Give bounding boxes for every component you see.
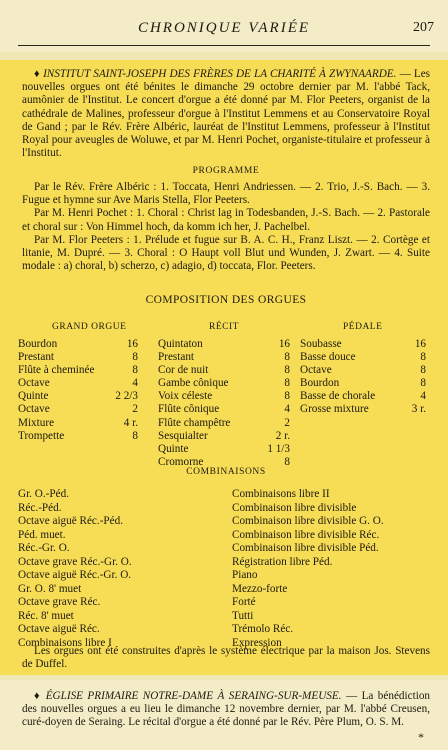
stop-value: 8 bbox=[284, 455, 290, 468]
combinaison-row bbox=[18, 583, 132, 597]
article2-title: ÉGLISE PRIMAIRE NOTRE-DAME À SERAING-SUR-MEUSE. bbox=[45, 690, 342, 702]
combinaison-item: Combinaisons libre II bbox=[232, 488, 330, 500]
combinaison-row bbox=[232, 488, 384, 502]
combinaison-item: Octave grave Réc.-Gr. O. bbox=[18, 555, 132, 568]
stop-value: 2 bbox=[284, 416, 290, 429]
stop-name: Soubasse bbox=[300, 338, 342, 350]
stop-name: Octave bbox=[18, 403, 50, 416]
composition-heading-wrap bbox=[22, 294, 430, 307]
stop-name: Bourdon bbox=[18, 338, 58, 350]
combinaison-item: Combinaison libre divisible Péd. bbox=[232, 542, 379, 554]
stop-row bbox=[158, 390, 300, 403]
stop-value: 8 bbox=[420, 364, 426, 377]
header-rule bbox=[18, 45, 430, 46]
closing-text: Les orgues ont été construites d'après le système électrique par la maison Jos. Stevens de Duffel. bbox=[22, 645, 430, 671]
stop-value: 16 bbox=[278, 338, 290, 350]
stop-row bbox=[18, 403, 148, 416]
recit-table bbox=[158, 338, 300, 469]
stop-row bbox=[300, 351, 436, 364]
combinaison-item: Octave aiguë Réc. bbox=[18, 623, 100, 635]
combinaison-row bbox=[18, 529, 132, 543]
programme-list bbox=[22, 181, 430, 273]
combinaison-row bbox=[18, 488, 132, 502]
stop-row bbox=[18, 338, 148, 351]
programme-heading: PROGRAMME bbox=[192, 166, 260, 176]
combinaison-item: Combinaison libre divisible Réc. bbox=[232, 528, 380, 541]
division-title-pedale: PÉDALE bbox=[343, 322, 383, 332]
stop-value: 16 bbox=[414, 338, 426, 350]
stop-row bbox=[158, 338, 300, 351]
stop-value: 4 r. bbox=[123, 416, 138, 429]
combinaison-row bbox=[232, 623, 384, 637]
stop-value: 1 1/3 bbox=[267, 442, 290, 455]
article2-paragraph bbox=[22, 690, 430, 730]
stop-value: 8 bbox=[132, 351, 138, 364]
combinaisons-left-list bbox=[18, 488, 223, 650]
programme-item: Par M. Henri Pochet : 1. Choral : Christ lag in Todesbanden, J.-S. Bach. — 2. Pastorale et choral sur : Von Himmel hoch, da komm ich her, J. Pachelbel. bbox=[22, 207, 430, 233]
footer-mark: * bbox=[418, 730, 424, 744]
stop-row bbox=[18, 351, 148, 364]
combinaison-item: Octave grave Réc. bbox=[18, 596, 101, 608]
stop-name: Flûte à cheminée bbox=[18, 364, 95, 377]
combinaison-item: Mezzo-forte bbox=[232, 582, 288, 595]
stop-value: 8 bbox=[132, 364, 138, 377]
article2 bbox=[22, 690, 430, 730]
stop-row bbox=[18, 430, 148, 443]
combinaison-item: Gr. O. 8' muet bbox=[18, 582, 82, 595]
combinaisons-right-table bbox=[232, 488, 384, 650]
stop-row bbox=[300, 377, 436, 390]
combinaison-item: Réc.-Gr. O. bbox=[18, 542, 70, 554]
stop-name: Mixture bbox=[18, 416, 55, 429]
combinaison-row bbox=[18, 610, 132, 624]
stop-value: 8 bbox=[132, 429, 138, 442]
stop-row bbox=[158, 417, 300, 430]
stop-name: Quinte bbox=[158, 442, 189, 455]
stop-name: Gambe cônique bbox=[158, 377, 229, 390]
stop-row bbox=[158, 377, 300, 390]
stop-value: 2 r. bbox=[275, 429, 290, 442]
pedale-table bbox=[300, 338, 436, 417]
combinaison-row bbox=[232, 596, 384, 610]
stop-value: 8 bbox=[284, 364, 290, 377]
bullet-icon: ♦ bbox=[34, 68, 40, 80]
stop-value: 2 2/3 bbox=[115, 390, 138, 403]
page-number: 207 bbox=[413, 20, 434, 35]
combinaison-item: Combinaison libre divisible G. O. bbox=[232, 515, 384, 527]
stop-name: Grosse mixture bbox=[300, 403, 369, 416]
combinaison-row bbox=[232, 556, 384, 570]
stop-name: Bourdon bbox=[300, 377, 340, 390]
combinaison-item: Réc.-Péd. bbox=[18, 501, 62, 514]
combinaison-row bbox=[232, 529, 384, 543]
stop-value: 16 bbox=[126, 338, 138, 350]
combinaison-item: Piano bbox=[232, 569, 258, 581]
stop-row bbox=[18, 417, 148, 430]
combinaisons-heading: COMBINAISONS bbox=[186, 467, 266, 477]
stop-name: Quintaton bbox=[158, 338, 203, 350]
stop-name: Octave bbox=[300, 364, 332, 377]
stop-value: 8 bbox=[420, 377, 426, 390]
stop-name: Basse de chorale bbox=[300, 390, 376, 403]
stop-row bbox=[300, 390, 436, 403]
bullet-icon: ♦ bbox=[34, 690, 42, 702]
stop-name: Sesquialter bbox=[158, 429, 208, 442]
stop-name: Prestant bbox=[158, 351, 195, 364]
combinaison-row bbox=[18, 569, 132, 583]
combinaison-item: Octave aiguë Réc.-Gr. O. bbox=[18, 569, 132, 581]
programme-heading-wrap bbox=[22, 165, 430, 178]
stop-row bbox=[158, 443, 300, 456]
closing-paragraph-wrap bbox=[22, 645, 430, 671]
stop-name: Quinte bbox=[18, 390, 49, 403]
article2-body: — La bénédiction des nouvelles orgues a eu lieu le dimanche 12 novembre dernier, par M. l'abbé Creusen, curé-doyen de Seraing. Le récital d'orgue a été donné par le Rév. Père Plum, O. S. M. bbox=[22, 690, 431, 729]
stop-row bbox=[18, 390, 148, 403]
combinaisons-heading-wrap bbox=[22, 466, 430, 479]
stop-row bbox=[158, 364, 300, 377]
stop-row bbox=[18, 364, 148, 377]
stop-value: 4 bbox=[284, 403, 290, 416]
stop-value: 8 bbox=[420, 351, 426, 364]
article1-paragraph bbox=[22, 68, 430, 160]
stop-value: 4 bbox=[420, 390, 426, 403]
stop-name: Basse douce bbox=[300, 351, 356, 364]
page-header bbox=[0, 0, 448, 52]
programme-item: Par le Rév. Frère Albéric : 1. Toccata, Henri Andriessen. — 2. Trio, J.-S. Bach. — 3. Fugue et hymne sur Ave Maris Stella, Flor Peeters. bbox=[22, 181, 430, 207]
combinaison-row bbox=[18, 515, 132, 529]
article1 bbox=[22, 68, 430, 160]
combinaison-row bbox=[18, 596, 132, 610]
combinaison-row bbox=[232, 542, 384, 556]
programme-item: Par M. Flor Peeters : 1. Prélude et fugue sur B. A. C. H., Franz Liszt. — 2. Cortège et litanie, M. Dupré. — 3. Choral : O Haupt voll Blut und Wunden, J. Zwart. — 4. Suite modale : a) choral, b) scherzo, c) adagio, d) toccata, Flor. Peeters. bbox=[22, 233, 430, 273]
stop-row bbox=[300, 364, 436, 377]
stop-value: 8 bbox=[284, 377, 290, 390]
combinaison-item: Tutti bbox=[232, 609, 254, 622]
stop-name: Flûte cônique bbox=[158, 403, 220, 416]
closing-paragraph bbox=[22, 645, 430, 671]
combinaison-item: Expression bbox=[232, 636, 282, 649]
combinaison-item: Péd. muet. bbox=[18, 528, 66, 541]
combinaison-item: Réc. 8' muet bbox=[18, 609, 74, 622]
stop-row bbox=[18, 377, 148, 390]
combinaison-row bbox=[18, 623, 132, 637]
stop-value: 4 bbox=[132, 377, 138, 390]
combinaison-row bbox=[232, 610, 384, 624]
stop-row bbox=[300, 403, 436, 416]
division-title-grand-orgue: GRAND ORGUE bbox=[52, 322, 127, 332]
combinaison-item: Gr. O.-Péd. bbox=[18, 488, 69, 500]
stop-name: Cromorne bbox=[158, 455, 204, 468]
combinaison-item: Combinaison libre divisible bbox=[232, 501, 357, 514]
combinaison-item: Trémolo Réc. bbox=[232, 623, 294, 635]
stop-value: 8 bbox=[284, 390, 290, 403]
combinaisons-left-table bbox=[18, 488, 132, 650]
combinaison-row bbox=[18, 542, 132, 556]
combinaison-item: Combinaisons libre I bbox=[18, 636, 112, 649]
stop-name: Trompette bbox=[18, 429, 65, 442]
stop-value: 8 bbox=[284, 351, 290, 364]
stop-name: Flûte champêtre bbox=[158, 416, 231, 429]
composition-heading: COMPOSITION DES ORGUES bbox=[145, 294, 307, 306]
stop-value: 3 r. bbox=[411, 403, 426, 416]
stop-name: Octave bbox=[18, 377, 50, 390]
combinaison-row bbox=[232, 502, 384, 516]
stop-name: Cor de nuit bbox=[158, 364, 209, 377]
combinaison-item: Régistration libre Péd. bbox=[232, 555, 333, 568]
combinaison-row bbox=[232, 515, 384, 529]
stop-value: 2 bbox=[132, 403, 138, 416]
running-title: CHRONIQUE VARIÉE bbox=[137, 20, 311, 36]
article1-title: INSTITUT SAINT-JOSEPH DES FRÈRES DE LA CHARITÉ À ZWYNAARDE. bbox=[43, 68, 397, 80]
combinaisons-right-list bbox=[232, 488, 432, 650]
grand-orgue-table bbox=[18, 338, 148, 443]
combinaison-row bbox=[232, 583, 384, 597]
stop-row bbox=[158, 351, 300, 364]
article1-intro: — Les nouvelles orgues ont été bénites le dimanche 29 octobre dernier par M. l'abbé Tack, aumônier de l'Institut. Le concert d'orgue a été donné par M. Flor Peeters, organist de la cathédrale de Malines, professeur d'orgue à l'Institut Lemmens et au Conservatoire Royal de Gand ; par le Rév. Frère Albéric, lauréat de l'Institut Lemmens, professeur à l'Institut Royal pour aveugles de Woluwe, et par M. Henri Pochet, organiste-titulaire et professeur à l'Institut. bbox=[22, 68, 431, 160]
stop-row bbox=[300, 338, 436, 351]
combinaison-item: Octave aiguë Réc.-Péd. bbox=[18, 515, 123, 527]
combinaison-item: Forté bbox=[232, 596, 256, 608]
combinaison-row bbox=[18, 556, 132, 570]
stop-name: Voix céleste bbox=[158, 390, 213, 403]
division-title-recit: RÉCIT bbox=[209, 322, 239, 332]
stop-row bbox=[158, 430, 300, 443]
combinaison-row bbox=[232, 569, 384, 583]
stop-row bbox=[158, 403, 300, 416]
stop-name: Prestant bbox=[18, 351, 55, 364]
combinaison-row bbox=[18, 502, 132, 516]
